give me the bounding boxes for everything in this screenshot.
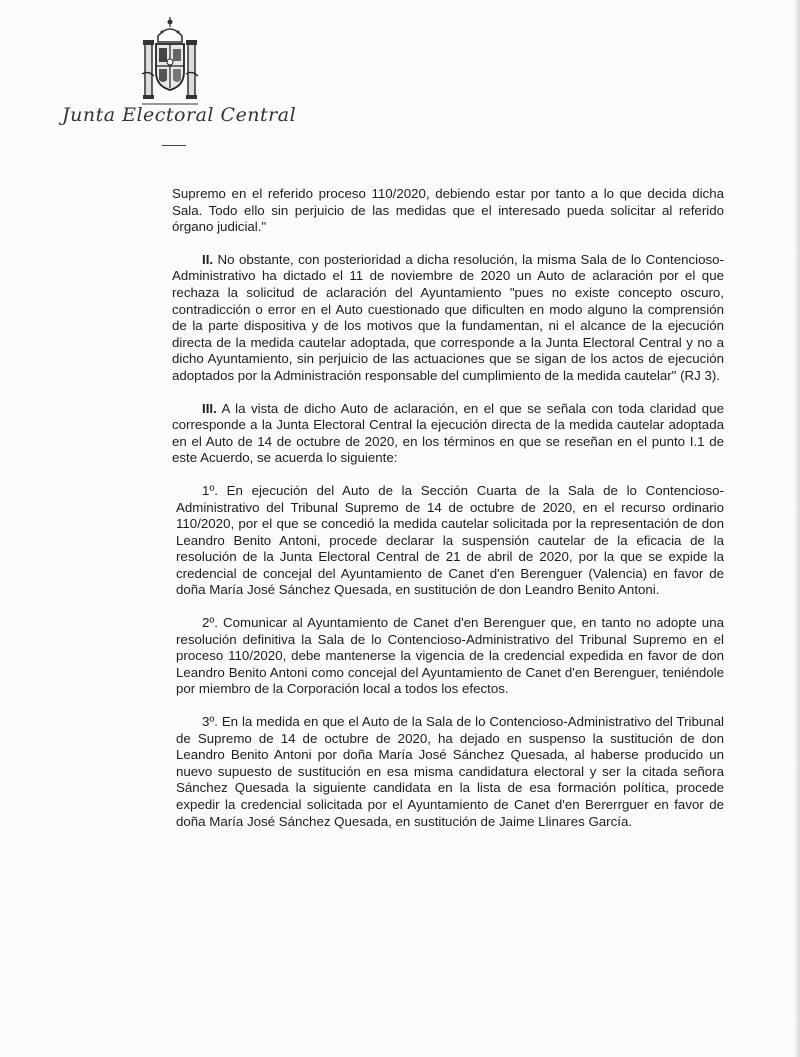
document-body	[172, 186, 724, 846]
letterhead-divider	[162, 145, 186, 146]
paragraph-ii	[172, 252, 724, 385]
paragraph-continuation: Supremo en el referido proceso 110/2020, debiendo estar por tanto a lo que decida dicha Sala. Todo ello sin perjuicio de las medidas que el interesado pueda solicitar al referido órgano judicial."	[172, 186, 724, 235]
spain-coat-of-arms-icon	[138, 14, 202, 116]
resolution-item-3: 3º. En la medida en que el Auto de la Sala de lo Contencioso-Administrativo del Tribunal de Supremo de 14 de octubre de 2020, ha dejado en suspenso la sustitución de don Leandro Benito Antoni por doña María José Sánchez Quesada, al haberse producido un nuevo supuesto de sustitución en esa misma candidatura electoral y ser la citada señora Sánchez Quesada la siguiente candidata en la lista de esa formación política, procede expedir la credencial solicitada por el Ayuntamiento de Canet d'en Bererrguer en favor de doña María José Sánchez Quesada, en sustitución de Jaime Llinares García.	[176, 714, 724, 829]
page-edge	[794, 0, 800, 1057]
paragraph-number: II.	[202, 251, 214, 267]
paragraph-text: No obstante, con posterioridad a dicha resolución, la misma Sala de lo Contencioso-Administrativo ha dictado el 11 de noviembre de 2020 un Auto de aclaración por el que rechaza la solicitud de aclaración del Ayuntamiento "pues no existe concepto oscuro, contradicción o error en el Auto cuestionado que dificulten en modo alguno la comprensión de la parte dispositiva y de los motivos que la fundamentan, ni el alcance de la ejecución directa de la medida cautelar adoptada, que corresponde a la Junta Electoral Central y no a dicho Ayuntamiento, sin perjuicio de las actuaciones que se sigan de los actos de ejecución adoptados por la Administración responsable del cumplimiento de la medida cautelar" (RJ 3).	[172, 251, 724, 383]
resolution-item-2: 2º. Comunicar al Ayuntamiento de Canet d'en Berenguer que, en tanto no adopte una resolución definitiva la Sala de lo Contencioso-Administrativo del Tribunal Supremo en el proceso 110/2020, debe mantenerse la vigencia de la credencial expedida en favor de don Leandro Benito Antoni como concejal del Ayuntamiento de Canet d'en Berenguer, teniéndole por miembro de la Corporación local a todos los efectos.	[176, 615, 724, 697]
institution-name: Junta Electoral Central	[62, 104, 297, 126]
paragraph-text: A la vista de dicho Auto de aclaración, en el que se señala con toda claridad que corresponde a la Junta Electoral Central la ejecución directa de la medida cautelar adoptada en el Auto de 14 de octubre de 2020, en los términos en que se reseñan en el punto I.1 de este Acuerdo, se acuerda lo siguiente:	[172, 400, 724, 466]
paragraph-number: III.	[202, 400, 217, 416]
resolution-item-1: 1º. En ejecución del Auto de la Sección Cuarta de la Sala de lo Contencioso-Administrativo del Tribunal Supremo de 14 de octubre de 2020, en el recurso ordinario 110/2020, por el que se concedió la medida cautelar solicitada por la representación de don Leandro Benito Antoni, procede declarar la suspensión cautelar de la eficacia de la resolución de la Junta Electoral Central de 21 de abril de 2020, por la que se expide la credencial de concejal del Ayuntamiento de Canet d'en Berenguer (Valencia) en favor de doña María José Sánchez Quesada, en sustitución de don Leandro Benito Antoni.	[176, 482, 724, 598]
paragraph-iii	[172, 401, 724, 467]
